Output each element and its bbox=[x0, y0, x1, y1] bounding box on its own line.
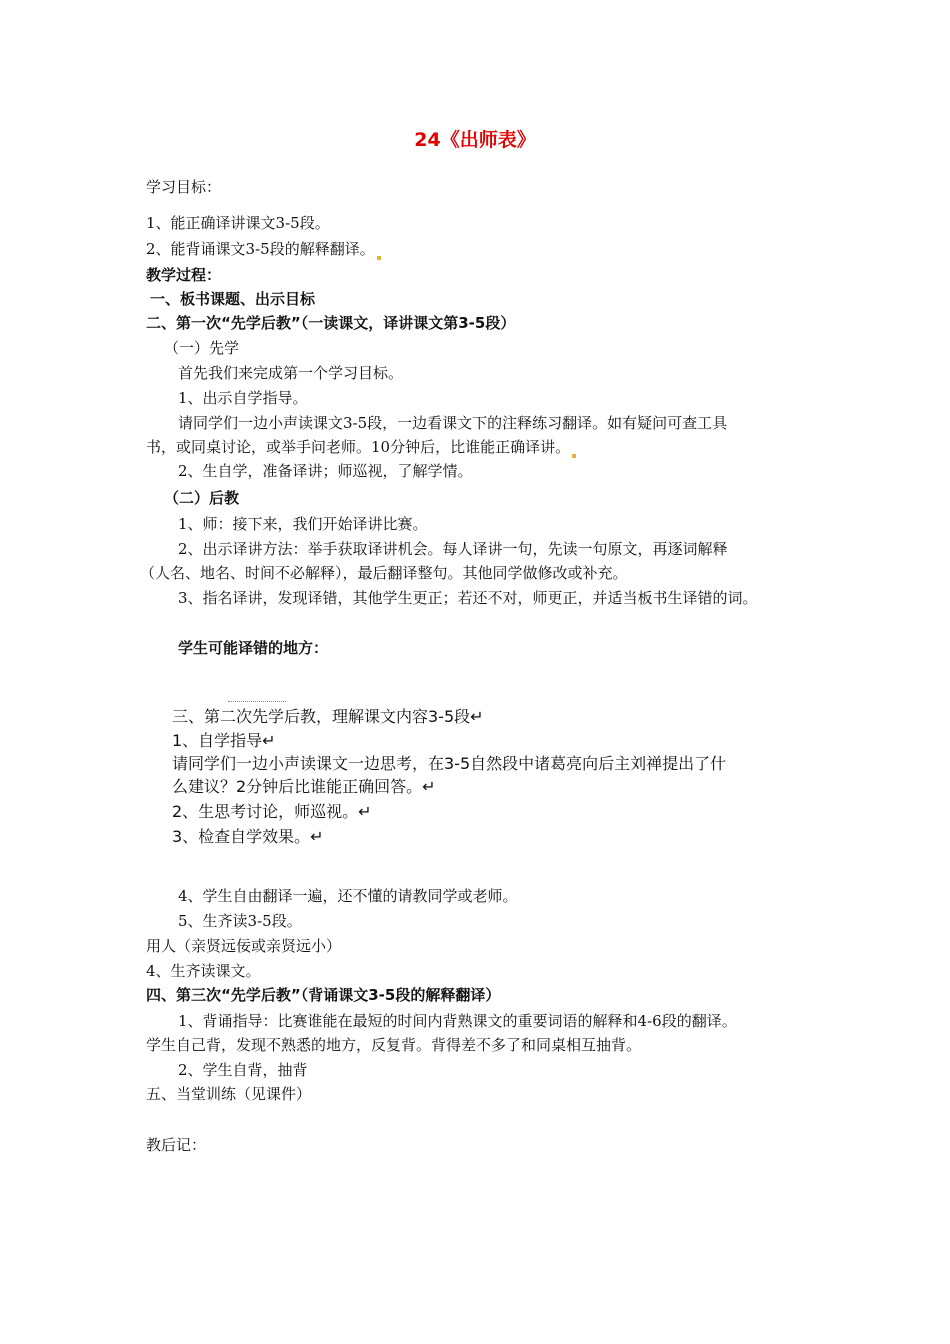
errors-heading: 学生可能译错的地方： bbox=[178, 639, 329, 657]
paragraph: （人名、地名、时间不必解释），最后翻译整句。其他同学做修改或补充。 bbox=[140, 564, 628, 582]
paragraph: 2、出示译讲方法：举手获取译讲机会。每人译讲一句，先读一句原文，再逐词解释 bbox=[178, 540, 728, 558]
paragraph: 2、学生自背，抽背 bbox=[178, 1061, 308, 1079]
paragraph: 用人（亲贤远佞或亲贤远小） bbox=[146, 937, 342, 955]
paragraph: 1、师：接下来，我们开始译讲比赛。 bbox=[178, 515, 428, 533]
paragraph: 3、指名译讲，发现译错，其他学生更正；若还不对，师更正，并适当板书生译错的词。 bbox=[178, 589, 758, 607]
edit-mark bbox=[572, 454, 576, 458]
section-2-heading: 二、第一次“先学后教”（一读课文，译讲课文第3-5段） bbox=[146, 314, 516, 332]
objective-2: 2、能背诵课文3-5段的解释翻译。 bbox=[146, 238, 381, 260]
edit-mark bbox=[377, 256, 381, 260]
dotted-underline bbox=[228, 701, 286, 702]
section-3-heading: 三、第二次先学后教，理解课文内容3-5段↵ bbox=[172, 707, 484, 726]
paragraph: 1、出示自学指导。 bbox=[178, 389, 308, 407]
paragraph: 4、生齐读课文。 bbox=[146, 962, 261, 980]
objective-1: 1、能正确译讲课文3-5段。 bbox=[146, 214, 330, 232]
section-5-heading: 五、当堂训练（见课件） bbox=[146, 1085, 312, 1103]
paragraph: 书，或同桌讨论，或举手问老师。10分钟后，比谁能正确译讲。 bbox=[146, 436, 576, 458]
paragraph: 请同学们一边小声读课文3-5段，一边看课文下的注释练习翻译。如有疑问可查工具 bbox=[178, 414, 728, 432]
subsection-1-heading: （一）先学 bbox=[164, 339, 240, 357]
paragraph: 4、学生自由翻译一遍，还不懂的请教同学或老师。 bbox=[178, 887, 518, 905]
paragraph: 1、背诵指导：比赛谁能在最短的时间内背熟课文的重要词语的解释和4-6段的翻译。 bbox=[178, 1012, 737, 1030]
reflection-heading: 教后记： bbox=[146, 1136, 207, 1154]
paragraph: 5、生齐读3-5段。 bbox=[178, 912, 302, 930]
section-4-heading: 四、第三次“先学后教”（背诵课文3-5段的解释翻译） bbox=[146, 986, 501, 1004]
paragraph: 学生自己背，发现不熟悉的地方，反复背。背得差不多了和同桌相互抽背。 bbox=[146, 1036, 642, 1054]
paragraph: 么建议？2分钟后比谁能正确回答。↵ bbox=[172, 777, 436, 796]
objectives-heading: 学习目标： bbox=[146, 178, 222, 196]
paragraph: 首先我们来完成第一个学习目标。 bbox=[178, 364, 404, 382]
paragraph: 2、生思考讨论，师巡视。↵ bbox=[172, 802, 372, 821]
section-1-heading: 一、板书课题、出示目标 bbox=[150, 290, 316, 308]
paragraph: 2、生自学，准备译讲；师巡视，了解学情。 bbox=[178, 462, 473, 480]
paragraph: 3、检查自学效果。↵ bbox=[172, 827, 324, 846]
subsection-2-heading: （二）后教 bbox=[164, 489, 240, 507]
paragraph: 请同学们一边小声读课文一边思考，在3-5自然段中诸葛亮向后主刘禅提出了什 bbox=[172, 754, 727, 773]
paragraph: 1、自学指导↵ bbox=[172, 731, 276, 750]
document-title: 24《出师表》 bbox=[414, 129, 536, 151]
process-heading: 教学过程： bbox=[146, 266, 222, 284]
